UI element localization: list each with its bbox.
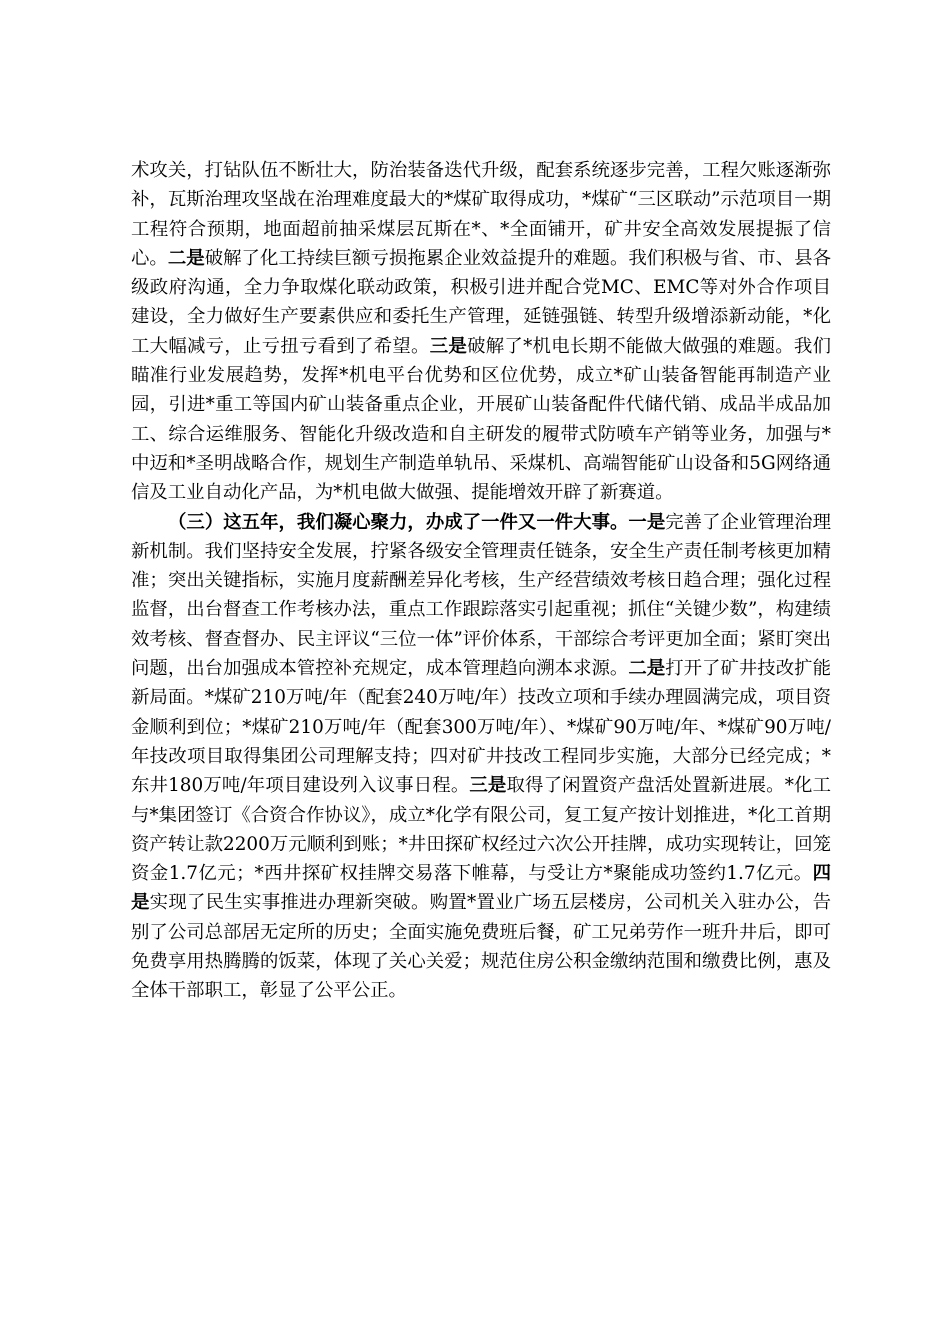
paragraph-five-years-achievements (131, 508, 831, 1006)
bold-marker-first: 一是 (628, 511, 666, 533)
paragraph-tech-breakthrough (131, 156, 831, 508)
text-segment: 完善了企业管理治理新机制。我们坚持安全发展，拧紧各级安全管理责任链条，安全生产责任制考核更加精准；突出关键指标，实施月度薪酬差异化考核，生产经营绩效考核日趋合理；强化过程监督，出台督查工作考核办法，重点工作跟踪落实引起重视；抓住“关键少数”，构建绩效考核、督查督办、民主评议“三位一体”评价体系，干部综合考评更加全面；紧盯突出问题，出台加强成本管控补充规定，成本管理趋向溯本求源。 (131, 511, 831, 680)
document-page (131, 156, 831, 1006)
text-segment: 术攻关，打钻队伍不断壮大，防治装备迭代升级，配套系统逐步完善，工程欠账逐渐弥补，瓦斯治理攻坚战在治理难度最大的*煤矿取得成功，*煤矿“三区联动”示范项目一期工程符合预期，地面超前抽采煤层瓦斯在*、*全面铺开，矿井安全高效发展提振了信心。 (131, 160, 831, 269)
bold-marker-third: 三是 (469, 775, 507, 797)
text-segment: 破解了化工持续巨额亏损拖累企业效益提升的难题。我们积极与省、市、县各级政府沟通，全力争取煤化联动政策，积极引进并配合党MC、EMC等对外合作项目建设，全力做好生产要素供应和委托生产管理，延链强链、转型升级增添新动能，*化工大幅减亏，止亏扭亏看到了希望。 (131, 247, 831, 357)
bold-marker-second: 二是 (167, 247, 205, 269)
text-segment: 打开了矿井技改扩能新局面。*煤矿210万吨/年（配套240万吨/年）技改立项和手续办理圆满完成，项目资金顺利到位；*煤矿210万吨/年（配套300万吨/年）、*煤矿90万吨/年、*煤矿90万吨/年技改项目取得集团公司理解支持；四对矿井技改工程同步实施，大部分已经完成；*东井180万吨/年项目建设列入议事日程。 (131, 658, 831, 797)
section-heading: （三）这五年，我们凝心聚力，办成了一件又一件大事。 (168, 511, 629, 533)
bold-marker-third: 三是 (429, 335, 468, 357)
bold-marker-second: 二是 (628, 658, 666, 680)
text-segment: 破解了*机电长期不能做大做强的难题。我们瞄准行业发展趋势，发挥*机电平台优势和区位优势，成立*矿山装备智能再制造产业园，引进*重工等国内矿山装备重点企业，开展矿山装备配件代储代销、成品半成品加工、综合运维服务、智能化升级改造和自主研发的履带式防喷车产销等业务，加强与*中迈和*圣明战略合作，规划生产制造单轨吊、采煤机、高端智能矿山设备和5G网络通信及工业自动化产品，为*机电做大做强、提能增效开辟了新赛道。 (131, 335, 831, 504)
text-segment: 取得了闲置资产盘活处置新进展。*化工与*集团签订《合资合作协议》，成立*化学有限公司，复工复产按计划推进，*化工首期资产转让款2200万元顺利到账；*井田探矿权经过六次公开挂牌，成功实现转让，回笼资金1.7亿元；*西井探矿权挂牌交易落下帷幕，与受让方*聚能成功签约1.7亿元。 (131, 775, 831, 885)
text-segment: 实现了民生实事推进办理新突破。购置*置业广场五层楼房，公司机关入驻办公，告别了公司总部居无定所的历史；全面实施免费班后餐，矿工兄弟劳作一班升井后，即可免费享用热腾腾的饭菜，体现了关心关爱；规范住房公积金缴纳范围和缴费比例，惠及全体干部职工，彰显了公平公正。 (131, 892, 831, 1002)
bold-marker-fourth: 四是 (131, 863, 831, 914)
